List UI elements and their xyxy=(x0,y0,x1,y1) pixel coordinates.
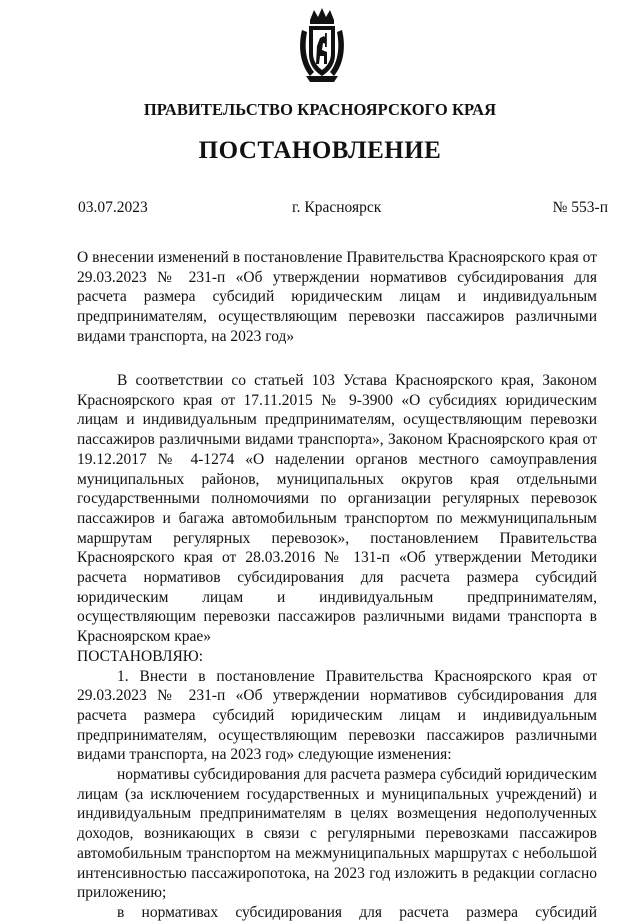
document-city: г. Красноярск xyxy=(292,199,382,216)
document-body xyxy=(77,371,597,923)
coat-of-arms-emblem xyxy=(296,6,348,86)
resolve-word: ПОСТАНОВЛЯЮ: xyxy=(77,647,204,665)
item-1b-paragraph: в нормативах субсидирования для расчета размера субсидий xyxy=(117,903,597,921)
document-date: 03.07.2023 xyxy=(78,199,148,216)
document-number: № 553-п xyxy=(552,199,608,216)
preamble-paragraph: В соответствии со статьей 103 Устава Красноярского края, Законом Красноярского края от 17.11.2015 № 9-3900 «О субсидиях юридическим лицам и индивидуальным предпринимателям, осуществляющим перевозки пассажиров различными видами транспорта», Законом Красноярского края от 19.12.2017 № 4-1274 «О наделении органов местного самоуправления муниципальных районов, муниципальных округов края отдельными государственными полномочиями по организации регулярных перевозок пассажиров и багажа автомобильным транспортом по межмуниципальным маршрутам регулярных перевозок», постановлением Правительства Красноярского края от 28.03.2016 № 131-п «Об утверждении Методики расчета нормативов субсидирования для расчета размера субсидий юридическим лицам и индивидуальным предпринимателям, осуществляющим перевозки пассажиров различными видами транспорта в Красноярском крае» xyxy=(77,372,597,646)
document-type-title: ПОСТАНОВЛЕНИЕ xyxy=(198,137,442,164)
document-subject: О внесении изменений в постановление Правительства Красноярского края от 29.03.2023 № 231-п «Об утверждении нормативов субсидирования для расчета размера субсидий юридическим лицам и индивидуальным предпринимателям, осуществляющим перевозки пассажиров различными видами транспорта, на 2023 год» xyxy=(77,249,597,345)
organization-title: ПРАВИТЕЛЬСТВО КРАСНОЯРСКОГО КРАЯ xyxy=(143,100,497,119)
item-1a-paragraph: нормативы субсидирования для расчета размера субсидий юридическим лицам (за исключением государственных и муниципальных учреждений) и индивидуальным предпринимателям в целях возмещения недополученных доходов, возникающих в связи с регулярными перевозками пассажиров автомобильным транспортом на межмуниципальных маршрутах с небольшой интенсивностью пассажиропотока, на 2023 год изложить в редакции согласно приложению; xyxy=(77,766,597,902)
item-1-paragraph: 1. Внести в постановление Правительства Красноярского края от 29.03.2023 № 231-п «Об утверждении нормативов субсидирования для расчета размера субсидий юридическим лицам и индивидуальным предпринимателям, осуществляющим перевозки пассажиров различными видами транспорта, на 2023 год» следующие изменения: xyxy=(77,667,597,764)
